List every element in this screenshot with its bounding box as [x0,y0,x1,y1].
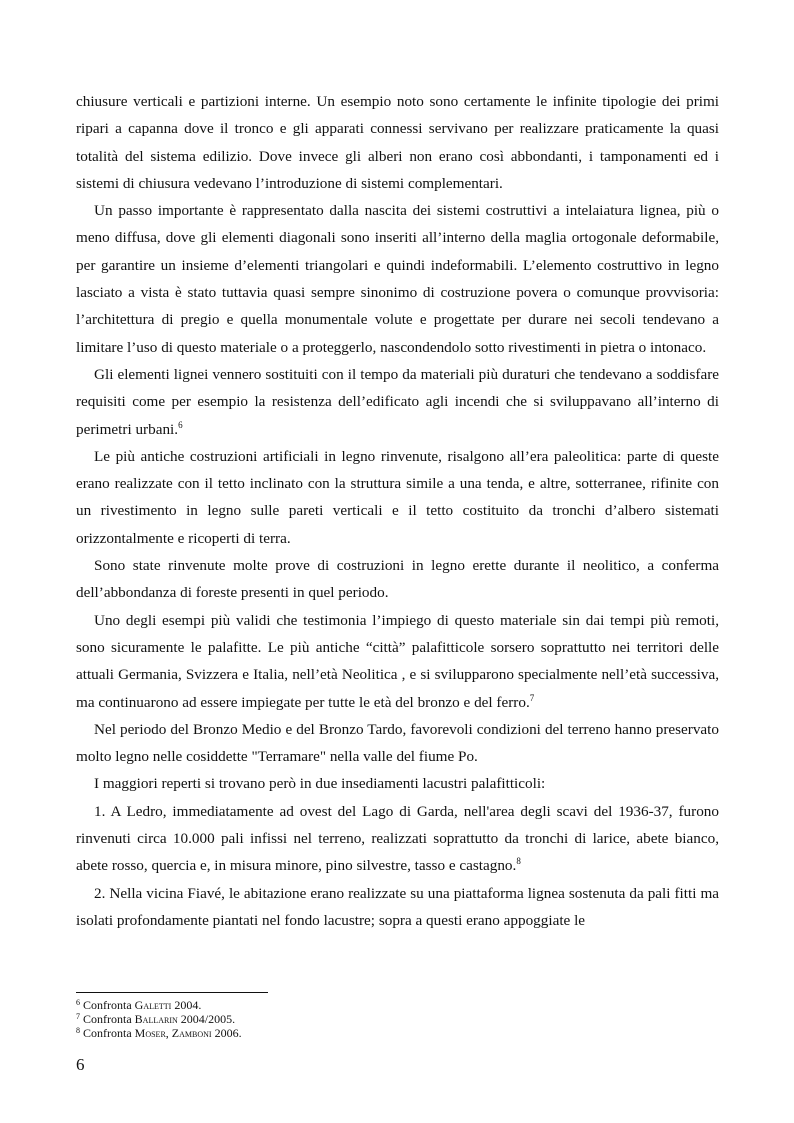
footnote-ref-8[interactable]: 8 [516,856,521,867]
footnote-separator [76,992,268,993]
paragraph-9: 1. A Ledro, immediatamente ad ovest del Lago di Garda, nell'area degli scavi del 1936-37, furono rinvenuti circa 10.000 pali infissi nel terreno, realizzati soprattutto da tronchi di larice, abete bianco, abete rosso, quercia e, in misura minore, pino silvestre, tasso e castagno.$^8$ [76,802,719,875]
paragraph-4: Le più antiche costruzioni artificiali in legno rinvenute, risalgono all’era paleolitica: parte di queste erano realizzate con il tetto inclinato con la struttura simile a una tenda, e altre, sotterranee, rifinite con un rivestimento in legno sulle pareti verticali e il tetto costituito da tronchi d’albero sistemati orizzontalmente e ricoperti di terra. [76,447,719,547]
footnote-8: $^8$ Confronta Moser, Zamboni 2006. [76,1026,242,1040]
paragraph-2: Un passo importante è rappresentato dalla nascita dei sistemi costruttivi a intelaiatura lignea, più o meno diffusa, dove gli elementi diagonali sono inseriti all’interno della maglia ortogonale deformabile, per garantire un insieme d’elementi triangolari e quindi indeformabili. L’elemento costruttivo in legno lasciato a vista è stato tuttavia quasi sempre sinonimo di costruzione povera o comunque provvisoria: l’architettura di pregio e quella monumentale volute e progettate per durare nei secoli tendevano a limitare l’uso di questo materiale o a proteggerlo, nascondendolo sotto rivestimenti in pietra o intonaco. [76,202,719,356]
paragraph-5: Sono state rinvenute molte prove di costruzioni in legno erette durante il neolitico, a conferma dell’abbondanza di foreste presenti in quel periodo. [76,557,719,602]
footnotes [76,998,719,1040]
paragraph-3: Gli elementi lignei vennero sostituiti con il tempo da materiali più duraturi che tendevano a soddisfare requisiti come per esempio la resistenza dell’edificato agli incendi che si sviluppavano all’interno di perimetri urbani.$^6$ [76,365,719,438]
footnote-7: $^7$ Confronta Ballarin 2004/2005. [76,1012,236,1026]
footnote-ref-7[interactable]: 7 [529,692,535,703]
paragraph-1: chiusure verticali e partizioni interne. Un esempio noto sono certamente le infinite tipologie dei primi ripari a capanna dove il tronco e gli apparati connessi servivano per realizzare praticamente la quasi totalità del sistema edilizio. Dove invece gli alberi non erano così abbondanti, i tamponamenti ed i sistemi di chiusura vedevano l’introduzione di sistemi complementari. [76,93,719,192]
footnote-ref-6[interactable]: 6 [178,419,183,430]
paragraph-6: Uno degli esempi più validi che testimonia l’impiego di questo materiale sin dai tempi più remoti, sono sicuramente le palafitte. Le più antiche “città” palafitticole sorsero soprattutto nei territori delle attuali Germania, Svizzera e Italia, nell’età Neolitica , e si svilupparono specialmente nell’età successiva, ma continuarono ad essere impiegate per tutte le età del bronzo e del ferro.$^7$ [76,611,719,711]
footnote-6: $^6$ Confronta Galetti 2004. [76,998,202,1012]
page-number: 6 [76,1055,85,1074]
page-body [76,88,719,934]
paragraph-7: Nel periodo del Bronzo Medio e del Bronzo Tardo, favorevoli condizioni del terreno hanno preservato molto legno nelle cosiddette "Terramare" nella valle del fiume Po. [76,720,719,766]
paragraph-10: 2. Nella vicina Fiavé, le abitazione erano realizzate su una piattaforma lignea sostenuta da pali fitti ma isolati profondamente piantati nel fondo lacustre; sopra a questi erano appoggiate le [76,884,719,929]
paragraph-8: I maggiori reperti si trovano però in due insediamenti lacustri palafitticoli: [94,775,546,793]
